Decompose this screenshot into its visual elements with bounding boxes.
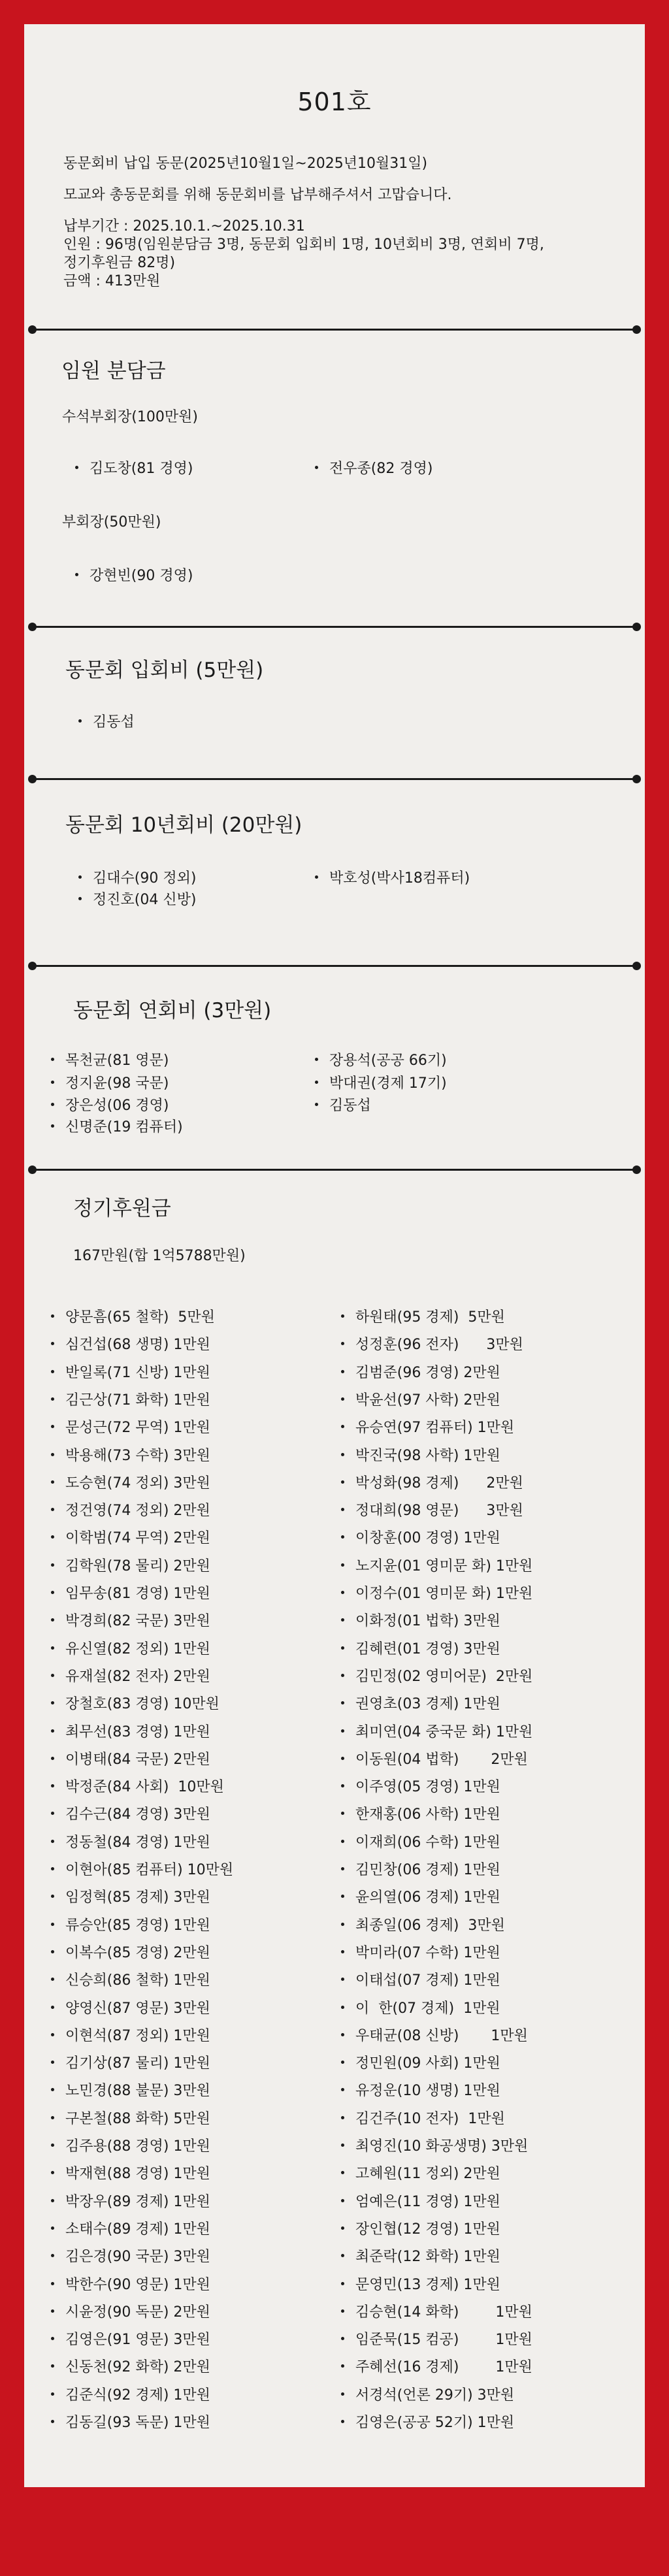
list-item: 노지윤(01 영미문 화) 1만원 bbox=[355, 1555, 532, 1575]
list-item: 김영은(공공 52기) 1만원 bbox=[355, 2411, 514, 2432]
list-item: 김승현(14 화학) 1만원 bbox=[355, 2301, 532, 2321]
list-item: 권영초(03 경제) 1만원 bbox=[355, 1693, 500, 1713]
list-item: 이현아(85 컴퓨터) 10만원 bbox=[65, 1859, 233, 1879]
list-item: 하원태(95 경제) 5만원 bbox=[355, 1306, 505, 1326]
list-item: 장철호(83 경영) 10만원 bbox=[65, 1693, 220, 1713]
list-item: 김대수(90 정외) bbox=[93, 867, 196, 887]
list-item: 유승연(97 컴퓨터) 1만원 bbox=[355, 1416, 514, 1437]
list-item: 이동원(04 법학) 2만원 bbox=[355, 1748, 528, 1769]
notice-info bbox=[63, 155, 544, 291]
list-item: 이정수(01 영미문 화) 1만원 bbox=[355, 1582, 532, 1603]
list-item: 정민원(09 사회) 1만원 bbox=[355, 2052, 500, 2072]
list-item: 우태균(08 신방) 1만원 bbox=[355, 2025, 528, 2045]
officers-heading: 임원 분담금 bbox=[61, 359, 166, 383]
list-item: 박호성(박사18컴퓨터) bbox=[329, 867, 470, 887]
list-item: 정진호(04 신방) bbox=[93, 889, 196, 909]
list-item: 신명준(19 컴퓨터) bbox=[65, 1116, 183, 1136]
list-item: 장인협(12 경영) 1만원 bbox=[355, 2218, 500, 2238]
list-item: 박미라(07 수학) 1만원 bbox=[355, 1942, 500, 1962]
list-item: 정대희(98 영문) 3만원 bbox=[355, 1499, 523, 1520]
list-item: 김민창(06 경제) 1만원 bbox=[355, 1859, 500, 1879]
list-item: 유신열(82 정외) 1만원 bbox=[65, 1638, 210, 1658]
list-item: 유재설(82 전자) 2만원 bbox=[65, 1665, 210, 1686]
list-item: 김수근(84 경영) 3만원 bbox=[65, 1803, 210, 1823]
member-count-cont: 정기후원금 82명) bbox=[63, 255, 176, 271]
list-item: 박용해(73 수학) 3만원 bbox=[65, 1444, 210, 1465]
donation-heading: 정기후원금 bbox=[73, 1197, 171, 1220]
list-item: 박진국(98 사학) 1만원 bbox=[355, 1444, 500, 1465]
list-item: 박경희(82 국문) 3만원 bbox=[65, 1610, 210, 1630]
list-item: 신동천(92 화학) 2만원 bbox=[65, 2356, 210, 2376]
list-item: 전우종(82 경영) bbox=[329, 457, 432, 478]
list-item: 김범준(96 경영) 2만원 bbox=[355, 1361, 500, 1382]
list-item: 김도창(81 경영) bbox=[90, 457, 193, 478]
list-item: 최영진(10 화공생명) 3만원 bbox=[355, 2135, 528, 2155]
list-item: 임정혁(85 경제) 3만원 bbox=[65, 1886, 210, 1906]
member-count: 인원 : 96명(임원분담금 3명, 동문회 입회비 1명, 10년회비 3명, 연회비 7명, bbox=[63, 236, 544, 253]
list-item: 목천균(81 영문) bbox=[65, 1049, 169, 1069]
section-divider bbox=[32, 626, 637, 628]
list-item: 심건섭(68 생명) 1만원 bbox=[65, 1333, 210, 1354]
list-item: 윤의열(06 경제) 1만원 bbox=[355, 1886, 500, 1906]
list-item: 최준락(12 화학) 1만원 bbox=[355, 2245, 500, 2266]
list-item: 이학범(74 무역) 2만원 bbox=[65, 1527, 210, 1547]
list-item: 문영민(13 경제) 1만원 bbox=[355, 2274, 500, 2294]
list-item: 이병태(84 국문) 2만원 bbox=[65, 1748, 210, 1769]
list-item: 한재홍(06 사학) 1만원 bbox=[355, 1803, 500, 1823]
list-item: 엄예은(11 경영) 1만원 bbox=[355, 2191, 500, 2211]
ten-year-heading: 동문회 10년회비 (20만원) bbox=[65, 813, 302, 837]
list-item: 이 한(07 경제) 1만원 bbox=[355, 1997, 500, 2017]
list-item: 김동길(93 독문) 1만원 bbox=[65, 2411, 210, 2432]
list-item: 박한수(90 영문) 1만원 bbox=[65, 2274, 210, 2294]
senior-vp-label: 수석부회장(100만원) bbox=[62, 409, 198, 425]
list-item: 김근상(71 화학) 1만원 bbox=[65, 1389, 210, 1409]
list-item: 이재희(06 수학) 1만원 bbox=[355, 1831, 500, 1851]
payment-period: 납부기간 : 2025.10.1.~2025.10.31 bbox=[63, 218, 305, 235]
list-item: 이태섭(07 경제) 1만원 bbox=[355, 1969, 500, 1989]
list-item: 양영신(87 영문) 3만원 bbox=[65, 1997, 210, 2017]
list-item: 양문흠(65 철학) 5만원 bbox=[65, 1306, 215, 1326]
list-item: 이창훈(00 경영) 1만원 bbox=[355, 1527, 500, 1547]
list-item: 장용석(공공 66기) bbox=[329, 1049, 447, 1069]
list-item: 강현빈(90 경영) bbox=[90, 564, 193, 585]
list-item: 김민정(02 영미어문) 2만원 bbox=[355, 1665, 532, 1686]
list-item: 고혜원(11 정외) 2만원 bbox=[355, 2162, 500, 2183]
list-item: 김동섭 bbox=[329, 1094, 371, 1115]
list-item: 이복수(85 경영) 2만원 bbox=[65, 1942, 210, 1962]
list-item: 유정운(10 생명) 1만원 bbox=[355, 2079, 500, 2100]
notice-heading: 동문회비 납입 동문(2025년10월1일~2025년10월31일) bbox=[63, 155, 428, 172]
list-item: 김동섭 bbox=[93, 711, 135, 731]
section-divider bbox=[32, 965, 637, 967]
list-item: 박정준(84 사회) 10만원 bbox=[65, 1776, 224, 1796]
list-item: 정지윤(98 국문) bbox=[65, 1072, 169, 1092]
list-item: 임준묵(15 컴공) 1만원 bbox=[355, 2328, 532, 2349]
list-item: 최미연(04 중국문 화) 1만원 bbox=[355, 1721, 532, 1741]
list-item: 김영은(91 영문) 3만원 bbox=[65, 2328, 210, 2349]
list-item: 이화정(01 법학) 3만원 bbox=[355, 1610, 500, 1630]
list-item: 문성근(72 무역) 1만원 bbox=[65, 1416, 210, 1437]
list-item: 정건영(74 정외) 2만원 bbox=[65, 1499, 210, 1520]
donation-summary: 167만원(합 1억5788만원) bbox=[73, 1248, 246, 1264]
list-item: 도승현(74 정외) 3만원 bbox=[65, 1472, 210, 1492]
list-item: 김학원(78 물리) 2만원 bbox=[65, 1555, 210, 1575]
vp-label: 부회장(50만원) bbox=[62, 514, 161, 530]
list-item: 김은경(90 국문) 3만원 bbox=[65, 2245, 210, 2266]
list-item: 시윤정(90 독문) 2만원 bbox=[65, 2301, 210, 2321]
list-item: 소태수(89 경제) 1만원 bbox=[65, 2218, 210, 2238]
list-item: 류승안(85 경영) 1만원 bbox=[65, 1914, 210, 1934]
page-title: 501호 bbox=[297, 88, 372, 116]
list-item: 최종일(06 경제) 3만원 bbox=[355, 1914, 505, 1934]
list-item: 신승희(86 철학) 1만원 bbox=[65, 1969, 210, 1989]
list-item: 김준식(92 경제) 1만원 bbox=[65, 2384, 210, 2404]
list-item: 주혜선(16 경제) 1만원 bbox=[355, 2356, 532, 2376]
list-item: 이주영(05 경영) 1만원 bbox=[355, 1776, 500, 1796]
section-divider bbox=[32, 1169, 637, 1171]
list-item: 정동철(84 경영) 1만원 bbox=[65, 1831, 210, 1851]
list-item: 최무선(83 경영) 1만원 bbox=[65, 1721, 210, 1741]
list-item: 박대권(경제 17기) bbox=[329, 1072, 447, 1092]
list-item: 이현석(87 정외) 1만원 bbox=[65, 2025, 210, 2045]
section-divider bbox=[32, 329, 637, 331]
list-item: 김주용(88 경영) 1만원 bbox=[65, 2135, 210, 2155]
list-item: 박성화(98 경제) 2만원 bbox=[355, 1472, 523, 1492]
list-item: 박장우(89 경제) 1만원 bbox=[65, 2191, 210, 2211]
list-item: 서경석(언론 29기) 3만원 bbox=[355, 2384, 514, 2404]
list-item: 반일록(71 신방) 1만원 bbox=[65, 1361, 210, 1382]
list-item: 박재현(88 경영) 1만원 bbox=[65, 2162, 210, 2183]
total-amount: 금액 : 413만원 bbox=[63, 273, 161, 289]
entrance-heading: 동문회 입회비 (5만원) bbox=[65, 659, 264, 682]
thanks-message: 모교와 총동문회를 위해 동문회비를 납부해주셔서 고맙습니다. bbox=[63, 187, 452, 203]
list-item: 김기상(87 물리) 1만원 bbox=[65, 2052, 210, 2072]
list-item: 김건주(10 전자) 1만원 bbox=[355, 2108, 505, 2128]
notice-card bbox=[24, 24, 645, 2487]
list-item: 구본철(88 화학) 5만원 bbox=[65, 2108, 210, 2128]
section-divider bbox=[32, 778, 637, 780]
list-item: 김혜련(01 경영) 3만원 bbox=[355, 1638, 500, 1658]
list-item: 성정훈(96 전자) 3만원 bbox=[355, 1333, 523, 1354]
list-item: 장은성(06 경영) bbox=[65, 1094, 169, 1115]
list-item: 박윤선(97 사학) 2만원 bbox=[355, 1389, 500, 1409]
list-item: 임무송(81 경영) 1만원 bbox=[65, 1582, 210, 1603]
list-item: 노민경(88 불문) 3만원 bbox=[65, 2079, 210, 2100]
annual-heading: 동문회 연회비 (3만원) bbox=[73, 999, 272, 1022]
